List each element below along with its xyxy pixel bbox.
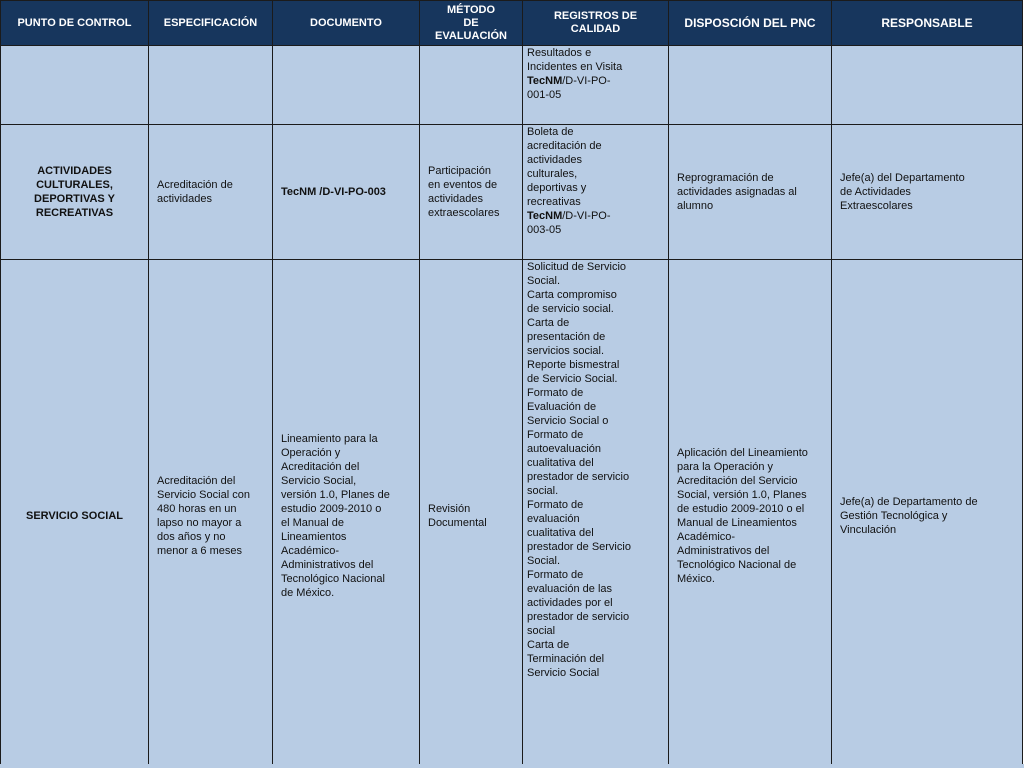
header-registros-calidad bbox=[523, 1, 669, 46]
documento-line: de México. bbox=[281, 587, 335, 599]
registro-line: Resultados e bbox=[527, 47, 592, 59]
punto-line: DEPORTIVAS Y bbox=[34, 193, 115, 205]
registro-line: Servicio Social o bbox=[527, 415, 609, 427]
responsable-line: Jefe(a) de Departamento de bbox=[840, 496, 978, 508]
disposicion-line: Aplicación del Lineamiento bbox=[677, 447, 808, 459]
cell-punto: SERVICIO SOCIAL bbox=[1, 260, 149, 768]
metodo-line: actividades bbox=[428, 193, 484, 205]
cell-documento bbox=[273, 260, 420, 768]
registro-line: Servicio Social bbox=[527, 667, 600, 679]
header-row bbox=[1, 1, 1023, 46]
cell-registros bbox=[523, 125, 669, 260]
registro-line: prestador de servicio bbox=[527, 611, 630, 623]
especificacion-line: menor a 6 meses bbox=[157, 545, 242, 557]
disposicion-line: Reprogramación de bbox=[677, 172, 774, 184]
registro-line: Carta de bbox=[527, 317, 570, 329]
registro-line: prestador de servicio bbox=[527, 471, 630, 483]
disposicion-line: Acreditación del Servicio bbox=[677, 475, 798, 487]
punto-line: RECREATIVAS bbox=[35, 207, 114, 219]
header-responsable: RESPONSABLE bbox=[832, 1, 1023, 46]
cell-responsable bbox=[832, 46, 1023, 125]
cell-especificacion bbox=[149, 125, 273, 260]
table-row bbox=[1, 46, 1023, 125]
registro-line: Carta compromiso bbox=[527, 289, 617, 301]
metodo-line: extraescolares bbox=[428, 207, 500, 219]
punto-line: CULTURALES, bbox=[36, 179, 113, 191]
registro-line: de servicio social. bbox=[527, 303, 614, 315]
disposicion-line: para la Operación y bbox=[677, 461, 773, 473]
cell-metodo bbox=[420, 260, 523, 768]
registro-line: autoevaluación bbox=[527, 443, 602, 455]
registro-code-bold: TecNM bbox=[527, 210, 563, 222]
documento-line: versión 1.0, Planes de bbox=[281, 489, 390, 501]
cell-punto bbox=[1, 46, 149, 125]
registro-code-rest: /D-VI-PO- bbox=[562, 75, 611, 87]
especificacion-line: lapso no mayor a bbox=[157, 517, 242, 529]
responsable-line: Jefe(a) del Departamento bbox=[840, 172, 965, 184]
cell-disposicion bbox=[669, 46, 832, 125]
disposicion-line: Académico- bbox=[677, 531, 736, 543]
registro-line: social bbox=[527, 625, 556, 637]
metodo-line: en eventos de bbox=[428, 179, 498, 191]
especificacion-line: actividades bbox=[157, 193, 213, 205]
header-disposicion-pnc: DISPOSCIÓN DEL PNC bbox=[669, 1, 832, 46]
especificacion-line: Acreditación del bbox=[157, 475, 236, 487]
registro-code-rest: /D-VI-PO- bbox=[562, 210, 611, 222]
cell-disposicion bbox=[669, 260, 832, 768]
registro-line: servicios social. bbox=[527, 345, 605, 357]
documento-line: Administrativos del bbox=[281, 559, 374, 571]
header-registros-line: REGISTROS DE bbox=[553, 10, 638, 22]
registro-line: Formato de bbox=[527, 499, 584, 511]
especificacion-line: Acreditación de bbox=[157, 179, 233, 191]
metodo-line: Revisión bbox=[428, 503, 471, 515]
registro-line: Terminación del bbox=[527, 653, 605, 665]
cell-metodo bbox=[420, 125, 523, 260]
cell-especificacion bbox=[149, 46, 273, 125]
documento-line: Acreditación del bbox=[281, 461, 360, 473]
header-punto-de-control: PUNTO DE CONTROL bbox=[1, 1, 149, 46]
registro-line: actividades por el bbox=[527, 597, 613, 609]
registro-line: Incidentes en Visita bbox=[527, 61, 623, 73]
registro-line: de Servicio Social. bbox=[527, 373, 618, 385]
registro-line: recreativas bbox=[527, 196, 581, 208]
header-metodo-line: DE bbox=[463, 16, 479, 29]
documento-line: Lineamientos bbox=[281, 531, 347, 543]
registro-line: deportivas y bbox=[527, 182, 587, 194]
documento-line: Servicio Social, bbox=[281, 475, 357, 487]
documento-line: Académico- bbox=[281, 545, 340, 557]
table-row bbox=[1, 125, 1023, 260]
disposicion-line: de estudio 2009-2010 o el bbox=[677, 503, 805, 515]
table-row bbox=[1, 260, 1023, 768]
registro-line: Social. bbox=[527, 275, 561, 287]
documento-line: estudio 2009-2010 o bbox=[281, 503, 382, 515]
disposicion-line: Tecnológico Nacional de bbox=[677, 559, 797, 571]
header-registros-line: CALIDAD bbox=[570, 23, 621, 35]
registro-line: Social. bbox=[527, 555, 561, 567]
cell-responsable bbox=[832, 260, 1023, 768]
cell-metodo bbox=[420, 46, 523, 125]
cell-punto bbox=[1, 125, 149, 260]
cell-registros bbox=[523, 260, 669, 768]
registro-code-bold: TecNM bbox=[527, 75, 563, 87]
disposicion-line: México. bbox=[677, 573, 715, 585]
disposicion-line: Manual de Lineamientos bbox=[677, 517, 797, 529]
cell-disposicion bbox=[669, 125, 832, 260]
registro-line: social. bbox=[527, 485, 559, 497]
header-especificacion: ESPECIFICACIÓN bbox=[149, 1, 273, 46]
responsable-line: Gestión Tecnológica y bbox=[840, 510, 948, 522]
registro-line: prestador de Servicio bbox=[527, 541, 631, 553]
disposicion-line: Social, versión 1.0, Planes bbox=[677, 489, 807, 501]
disposicion-line: actividades asignadas al bbox=[677, 186, 797, 198]
especificacion-line: Servicio Social con bbox=[157, 489, 250, 501]
registro-line: Formato de bbox=[527, 429, 584, 441]
registro-line: cualitativa del bbox=[527, 527, 594, 539]
registro-line: culturales, bbox=[527, 168, 578, 180]
cell-documento bbox=[273, 46, 420, 125]
registro-line: actividades bbox=[527, 154, 583, 166]
registro-line: Reporte bismestral bbox=[527, 359, 620, 371]
header-metodo-line: EVALUACIÓN bbox=[435, 29, 507, 42]
registro-line: Formato de bbox=[527, 387, 584, 399]
disposicion-line: Administrativos del bbox=[677, 545, 770, 557]
table-continuation-edge bbox=[0, 764, 1024, 768]
cell-responsable bbox=[832, 125, 1023, 260]
header-documento: DOCUMENTO bbox=[273, 1, 420, 46]
header-metodo-evaluacion bbox=[420, 1, 523, 46]
registro-line: Formato de bbox=[527, 569, 584, 581]
header-metodo-line: MÉTODO bbox=[446, 3, 496, 16]
especificacion-line: 480 horas en un bbox=[157, 503, 237, 515]
registro-line: evaluación bbox=[527, 513, 580, 525]
metodo-line: Participación bbox=[428, 165, 491, 177]
cell-especificacion bbox=[149, 260, 273, 768]
punto-line: ACTIVIDADES bbox=[37, 165, 112, 177]
documento-line: Lineamiento para la bbox=[281, 433, 378, 445]
especificacion-line: dos años y no bbox=[157, 531, 226, 543]
registro-line: 001-05 bbox=[527, 89, 562, 101]
responsable-line: Extraescolares bbox=[840, 200, 913, 212]
metodo-line: Documental bbox=[428, 517, 487, 529]
registro-line: acreditación de bbox=[527, 140, 602, 152]
registro-line: Carta de bbox=[527, 639, 570, 651]
registro-line: cualitativa del bbox=[527, 457, 594, 469]
registro-line: Solicitud de Servicio bbox=[527, 261, 627, 273]
responsable-line: Vinculación bbox=[840, 524, 897, 536]
registro-line: evaluación de las bbox=[527, 583, 613, 595]
registro-line: Evaluación de bbox=[527, 401, 597, 413]
registro-line bbox=[527, 74, 664, 88]
registro-line: 003-05 bbox=[527, 224, 562, 236]
registro-line bbox=[527, 209, 664, 223]
registro-line: presentación de bbox=[527, 331, 606, 343]
responsable-line: de Actividades bbox=[840, 186, 911, 198]
cell-documento: TecNM /D-VI-PO-003 bbox=[273, 125, 420, 260]
registro-line: Boleta de bbox=[527, 126, 574, 138]
documento-line: Tecnológico Nacional bbox=[281, 573, 385, 585]
disposicion-line: alumno bbox=[677, 200, 714, 212]
documento-line: Operación y bbox=[281, 447, 341, 459]
cell-registros bbox=[523, 46, 669, 125]
documento-line: el Manual de bbox=[281, 517, 344, 529]
